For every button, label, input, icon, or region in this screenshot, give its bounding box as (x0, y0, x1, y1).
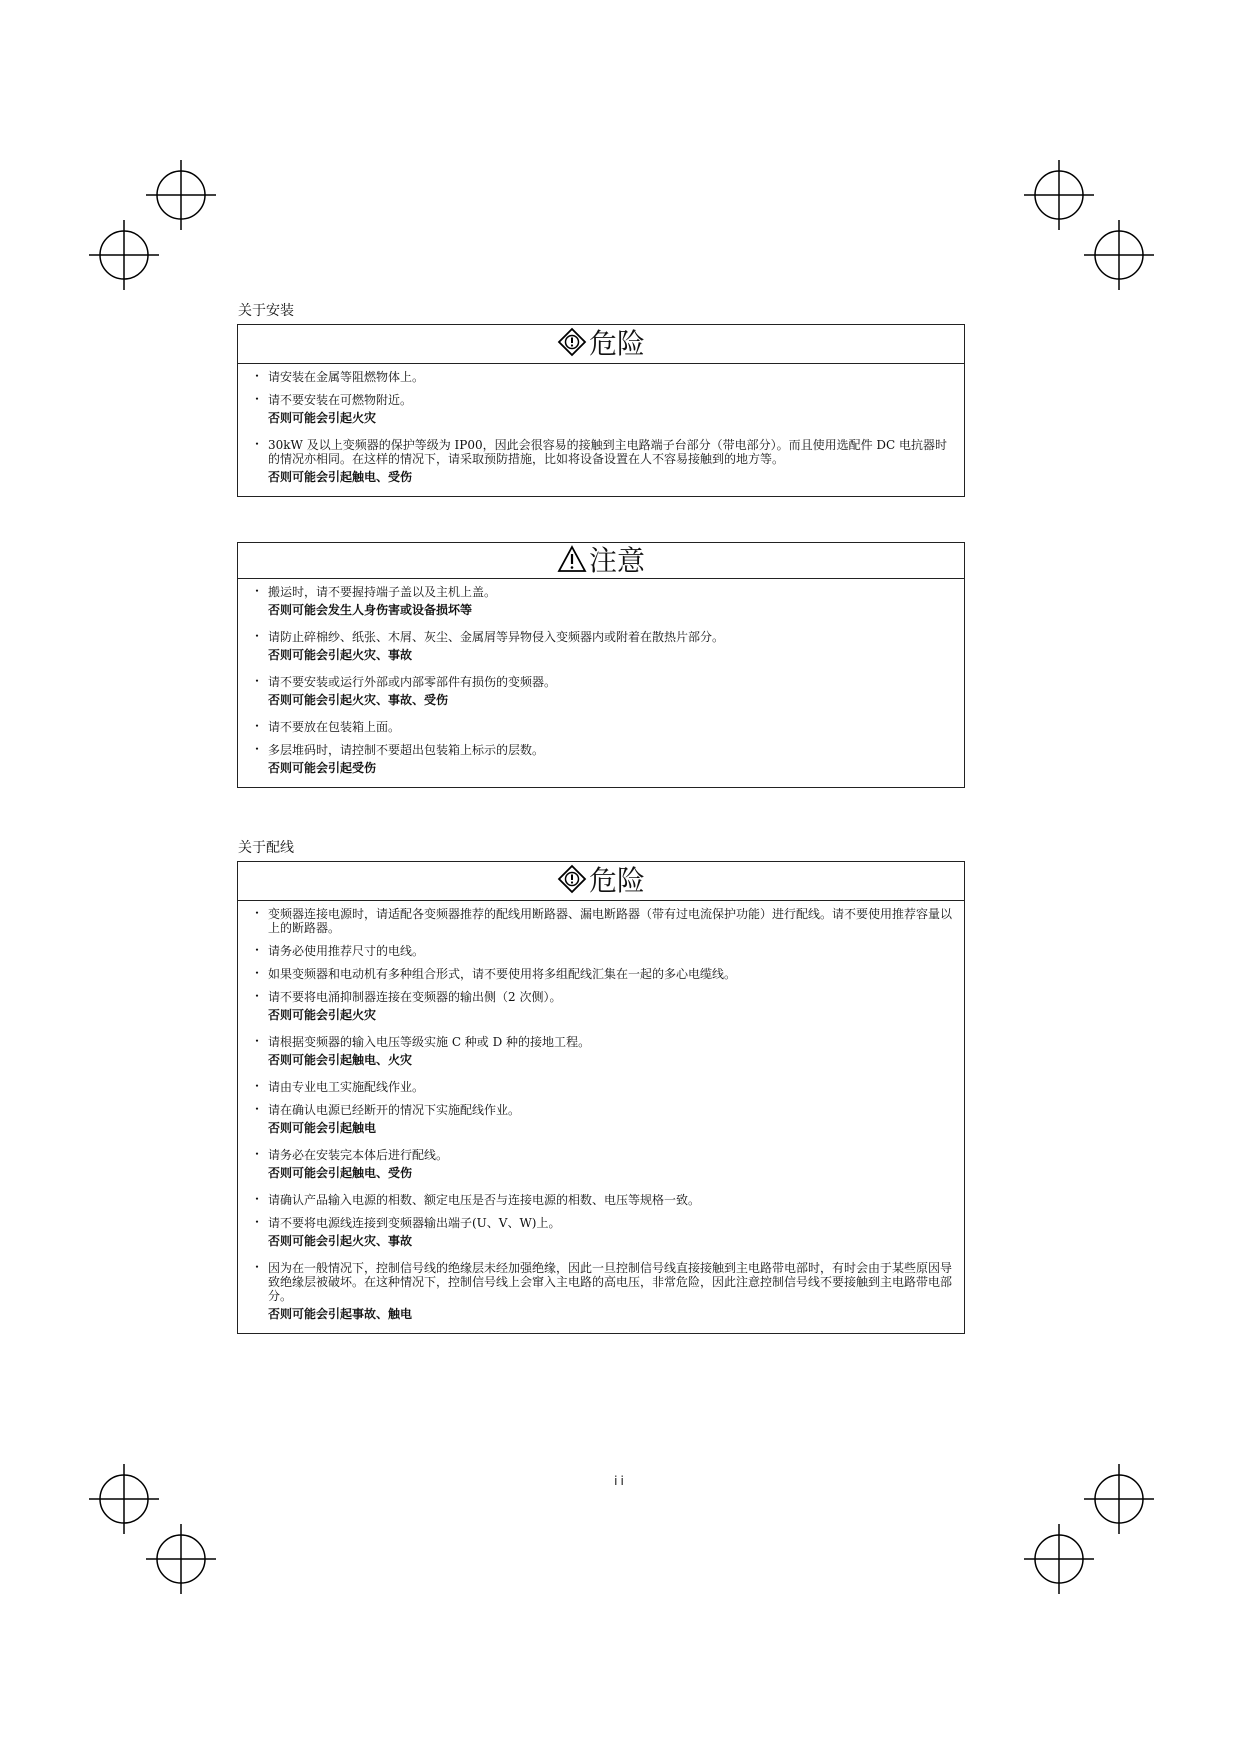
list-item: ・ 请不要安装或运行外部或内部零部件有损伤的变频器。 否则可能会引起火灾、事故、受伤 (250, 675, 952, 707)
registration-mark-icon (146, 1524, 216, 1594)
consequence-text: 否则可能会引起火灾 (268, 1008, 377, 1022)
list-item: ・ 请安装在金属等阻燃物体上。 (251, 369, 425, 384)
page-number: ii (614, 1474, 627, 1488)
registration-mark-icon (89, 220, 159, 290)
box-title: 危险 (588, 327, 645, 360)
list-item: ・ 请务必在安装完本体后进行配线。 否则可能会引起触电、受伤 (250, 1148, 952, 1180)
consequence-text: 否则可能会引起火灾、事故 (268, 1234, 413, 1248)
registration-mark-icon (1024, 1524, 1094, 1594)
section-title-wiring: 关于配线 (238, 840, 294, 856)
caution-triangle-exclamation-icon (557, 545, 587, 577)
list-item: ・ 请防止碎棉纱、纸张、木屑、灰尘、金属屑等异物侵入变频器内或附着在散热片部分。 否则可能会引起火灾、事故 (250, 630, 952, 662)
danger-box-installation (237, 324, 965, 497)
caution-box-installation (237, 542, 965, 788)
list-item: ・ 多层堆码时，请控制不要超出包装箱上标示的层数。 否则可能会引起受伤 (250, 743, 952, 775)
list-item: ・ 请务必使用推荐尺寸的电线。 (251, 943, 425, 958)
consequence-text: 否则可能会引起火灾、事故 (268, 648, 413, 662)
list-item: ・ 因为在一般情况下，控制信号线的绝缘层未经加强绝缘，因此一旦控制信号线直接接触到主电路带电部时，有时会由于某些原因导致绝缘层被破坏。在这种情况下，控制信号线上会窜入主电路的高电压，非常危险，因此注意控制信号线不要接触到主电路带电部分。 否则可能会引起事故、触电 (251, 1260, 953, 1321)
box-title: 注意 (588, 543, 645, 577)
list-item: ・ 30kW 及以上变频器的保护等级为 IP00，因此会很容易的接触到主电路端子台部分（带电部分）。而且使用选配件 DC 电抗器时的情况亦相同。在这样的情况下，请采取预防措施，比如将设备设置在人不容易接触到的地方等。 否则可能会引起触电、受伤 (250, 438, 952, 484)
danger-diamond-exclamation-icon (557, 864, 587, 898)
list-item: ・ 请根据变频器的输入电压等级实施 C 种或 D 种的接地工程。 否则可能会引起触电、火灾 (250, 1035, 952, 1067)
registration-mark-icon (1084, 220, 1154, 290)
box-title: 危险 (588, 864, 645, 897)
section-title-installation: 关于安装 (238, 303, 294, 319)
box-header (238, 325, 964, 364)
consequence-text: 否则可能会引起火灾、事故、受伤 (268, 693, 449, 707)
list-item: ・ 请不要安装在可燃物附近。 否则可能会引起火灾 (250, 393, 952, 425)
consequence-text: 否则可能会引起触电、火灾 (268, 1053, 413, 1067)
consequence-text: 否则可能会引起火灾 (268, 411, 377, 425)
list-item: ・ 如果变频器和电动机有多种组合形式，请不要使用将多组配线汇集在一起的多心电缆线。 (251, 966, 737, 981)
list-item: ・ 请不要放在包装箱上面。 (251, 719, 401, 734)
list-item: ・ 请不要将电源线连接到变频器输出端子(U、V、W)上。 否则可能会引起火灾、事故 (250, 1216, 952, 1248)
list-item: ・ 请确认产品输入电源的相数、额定电压是否与连接电源的相数、电压等规格一致。 (251, 1192, 701, 1207)
box-header (238, 543, 964, 579)
list-item: ・ 搬运时，请不要握持端子盖以及主机上盖。 否则可能会发生人身伤害或设备损坏等 (250, 585, 952, 617)
list-item: ・ 请不要将电涌抑制器连接在变频器的输出侧（2 次侧）。 否则可能会引起火灾 (250, 990, 952, 1022)
list-item: ・ 变频器连接电源时，请适配各变频器推荐的配线用断路器、漏电断路器（带有过电流保护功能）进行配线。请不要使用推荐容量以上的断路器。 (251, 906, 953, 935)
box-header (238, 862, 964, 901)
consequence-text: 否则可能会引起触电 (268, 1121, 377, 1135)
consequence-text: 否则可能会引起触电、受伤 (268, 1166, 413, 1180)
danger-box-wiring (237, 861, 965, 1334)
consequence-text: 否则可能会引起事故、触电 (268, 1307, 413, 1321)
danger-diamond-exclamation-icon (557, 327, 587, 361)
list-item: ・ 请由专业电工实施配线作业。 (251, 1079, 425, 1094)
consequence-text: 否则可能会引起受伤 (268, 761, 377, 775)
consequence-text: 否则可能会发生人身伤害或设备损坏等 (268, 603, 473, 617)
list-item: ・ 请在确认电源已经断开的情况下实施配线作业。 否则可能会引起触电 (250, 1103, 952, 1135)
consequence-text: 否则可能会引起触电、受伤 (268, 470, 413, 484)
